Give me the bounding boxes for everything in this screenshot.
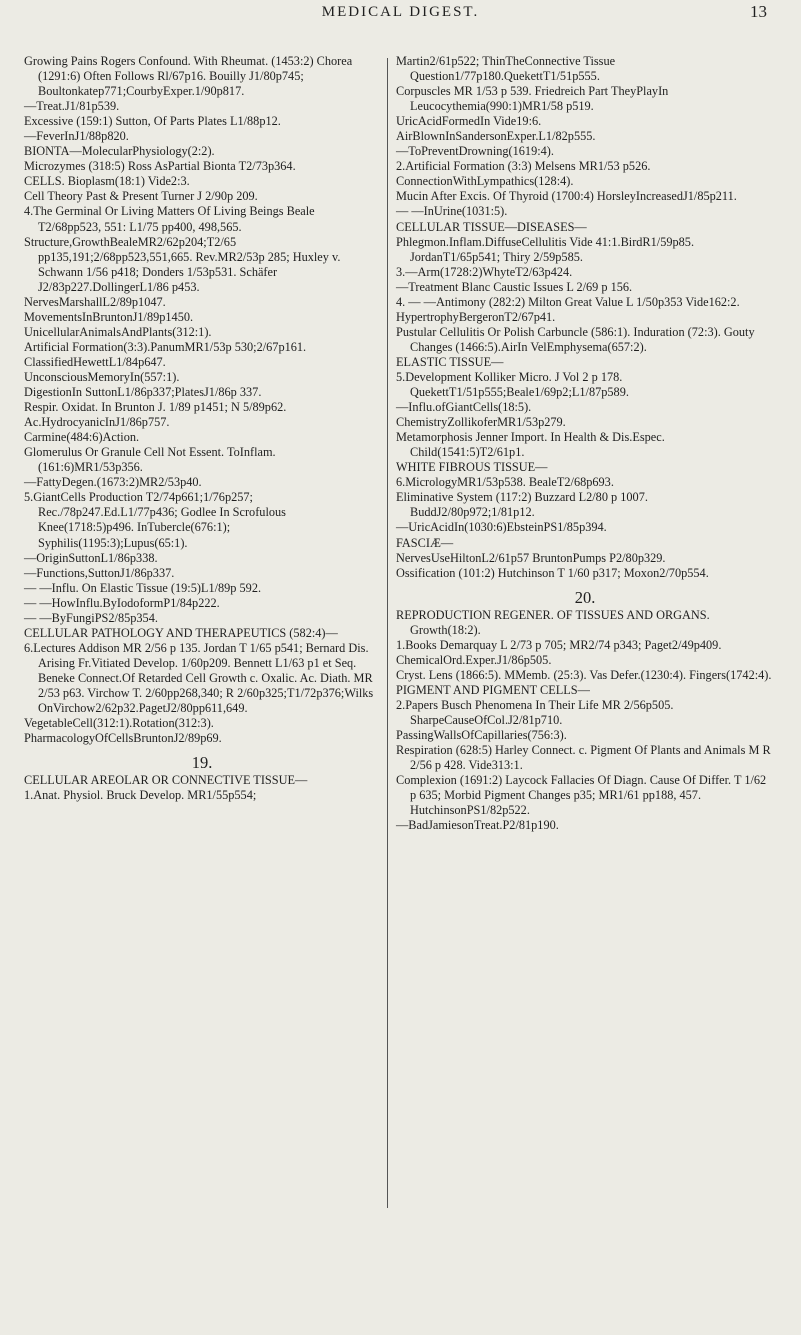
- page-number: 13: [750, 2, 767, 21]
- index-entry: Glomerulus Or Granule Cell Not Essent. ToInflam.(161:6)MR1/53p356.: [24, 445, 276, 475]
- index-entry: 5.Development Kolliker Micro. J Vol 2 p 178. QuekettT1/51p555;Beale1/69p2;L1/87p589.: [396, 369, 629, 400]
- index-entry: —Treat.J1/81p539.: [24, 99, 120, 114]
- index-entry: Ossification (101:2) Hutchinson T 1/60 p317; Moxon2/70p554.: [396, 565, 709, 580]
- index-entry: HypertrophyBergeronT2/67p41.: [396, 309, 556, 324]
- index-entry: Eliminative System (117:2) Buzzard L2/80 p 1007. BuddJ2/80p972;1/81p12.: [396, 490, 648, 520]
- index-entry: CELLULAR TISSUE—DISEASES—: [396, 219, 587, 234]
- index-entry: AirBlownInSandersonExper.L1/82p555.: [396, 129, 596, 144]
- index-entry: 1.Anat. Physiol. Bruck Develop. MR1/55p554;: [24, 788, 257, 803]
- index-entry: PharmacologyOfCellsBruntonJ2/89p69.: [24, 731, 222, 746]
- index-entry: 1.Books Demarquay L 2/73 p 705; MR2/74 p343; Paget2/49p409.: [396, 637, 722, 652]
- index-entry: Cryst. Lens (1866:5). MMemb. (25:3). Vas Defer.(1230:4). Fingers(1742:4).: [396, 667, 772, 682]
- index-entry: Respir. Oxidat. In Brunton J. 1/89 p1451; N 5/89p62.: [24, 400, 287, 415]
- index-entry: WHITE FIBROUS TISSUE—: [396, 460, 548, 475]
- index-entry: PassingWallsOfCapillaries(756:3).: [396, 728, 567, 743]
- index-entry: Corpuscles MR 1/53 p 539. Friedreich Part TheyPlayIn Leucocythemia(990:1)MR1/58 p519.: [396, 84, 669, 114]
- index-entry: Pustular Cellulitis Or Polish Carbuncle (586:1). Induration (72:3). Gouty Changes (1466:5).AirIn VelEmphysema(657:2).: [396, 324, 755, 354]
- index-entry: ConnectionWithLympathics(128:4).: [396, 174, 574, 189]
- section-title-19: CELLULAR AREOLAR OR CONNECTIVE TISSUE—: [24, 773, 308, 788]
- index-entry: UricAcidFormedIn Vide19:6.: [396, 114, 542, 129]
- index-entry: 4. — —Antimony (282:2) Milton Great Value L 1/50p353 Vide162:2.: [396, 294, 740, 309]
- index-entry: Complexion (1691:2) Laycock Fallacies Of Diagn. Cause Of Differ. T 1/62 p 635; Morbid Pigment Changes p35; MR1/61 pp188, 457. HutchinsonPS1/82p522.: [396, 773, 767, 818]
- index-entry: Phlegmon.Inflam.DiffuseCellulitis Vide 41:1.BirdR1/59p85. JordanT1/65p541; Thiry 2/59p585.: [396, 234, 695, 264]
- index-entry: UnicellularAnimalsAndPlants(312:1).: [24, 324, 212, 339]
- index-entry: Structure,GrowthBealeMR2/62p204;T2/65 pp135,191;2/68pp523,551,665. Rev.MR2/53p 285; Huxley v. Schwann 1/56 p418; Donders 1/53p531. Schäfer J2/83p227.DollingerL1/86 p453.: [24, 234, 341, 294]
- index-entry: CELLS. Bioplasm(18:1) Vide2:3.: [24, 174, 190, 189]
- index-entry: ChemicalOrd.Exper.J1/86p505.: [396, 652, 552, 667]
- index-entry: PIGMENT AND PIGMENT CELLS—: [396, 682, 590, 697]
- page-header: [0, 0, 801, 40]
- index-entry: Growing Pains Rogers Confound. With Rheumat. (1453:2) Chorea (1291:6) Often Follows Rl/67p16. Bouilly J1/80p745; Boultonkatep771;CourbyExper.1/90p817.: [24, 54, 353, 99]
- index-entry: 2.Artificial Formation (3:3) Melsens MR1/53 p526.: [396, 159, 651, 174]
- index-entry: ELASTIC TISSUE—: [396, 354, 504, 369]
- right-column: [396, 54, 774, 833]
- index-entry: —ToPreventDrowning(1619:4).: [396, 144, 554, 159]
- index-entry: —Influ.ofGiantCells(18:5).: [396, 400, 532, 415]
- index-entry: Mucin After Excis. Of Thyroid (1700:4) HorsleyIncreasedJ1/85p211.: [396, 189, 737, 204]
- index-entry: UnconsciousMemoryIn(557:1).: [24, 369, 180, 384]
- index-entry: Martin2/61p522; ThinTheConnective Tissue Question1/77p180.QuekettT1/51p555.: [396, 54, 616, 84]
- index-entry: —Functions,SuttonJ1/86p337.: [24, 565, 175, 580]
- index-entry: ClassifiedHewettL1/84p647.: [24, 354, 166, 369]
- index-entry: — —HowInflu.ByIodoformP1/84p222.: [24, 595, 220, 610]
- index-entry: 2.Papers Busch Phenomena In Their Life MR 2/56p505. SharpeCauseOfCol.J2/81p710.: [396, 697, 674, 728]
- index-entry: Carmine(484:6)Action.: [24, 430, 140, 445]
- left-entries: [24, 54, 380, 746]
- index-entry: Respiration (628:5) Harley Connect. c. Pigment Of Plants and Animals M R 2/56 p 428. Vide313:1.: [396, 743, 771, 773]
- index-entry: DigestionIn SuttonL1/86p337;PlatesJ1/86p 337.: [24, 385, 262, 400]
- right-entries: [396, 54, 774, 581]
- index-entry: NervesMarshallL2/89p1047.: [24, 294, 166, 309]
- index-entry: Metamorphosis Jenner Import. In Health & Dis.Espec. Child(1541:5)T2/61p1.: [396, 430, 665, 460]
- index-entry: Artificial Formation(3:3).PanumMR1/53p 530;2/67p161.: [24, 339, 307, 354]
- index-entry: CELLULAR PATHOLOGY AND THERAPEUTICS (582:4)—: [24, 625, 338, 640]
- index-entry: —OriginSuttonL1/86p338.: [24, 550, 158, 565]
- section-number-19: 19.: [191, 753, 213, 773]
- index-entry: —UricAcidIn(1030:6)EbsteinPS1/85p394.: [396, 520, 607, 535]
- index-entry: 6.Lectures Addison MR 2/56 p 135. Jordan T 1/65 p541; Bernard Dis. Arising Fr.Vitiated Develop. 1/60p209. Bennett L1/63 p1 et Seq. Beneke Connect.Of Retarded Cell Growth c. Oxalic. Ac. Diath. MR 2/53 p63. Virchow T. 2/60pp268,340; R 2/60p325;T1/72p376;Wilks OnVirchow2/62p32.PagetJ2/80pp611,649.: [24, 640, 374, 716]
- index-entry: Cell Theory Past & Present Turner J 2/90p 209.: [24, 189, 258, 204]
- index-entry: ChemistryZollikoferMR1/53p279.: [396, 415, 566, 430]
- index-entry: Ac.HydrocyanicInJ1/86p757.: [24, 415, 170, 430]
- index-entry: —FattyDegen.(1673:2)MR2/53p40.: [24, 475, 202, 490]
- index-entry: — —InUrine(1031:5).: [396, 204, 508, 219]
- index-entry: 3.—Arm(1728:2)WhyteT2/63p424.: [396, 264, 573, 279]
- index-entry: MovementsInBruntonJ1/89p1450.: [24, 309, 194, 324]
- section-title-20: REPRODUCTION REGENER. OF TISSUES AND ORGANS. Growth(18:2).: [396, 607, 710, 637]
- index-entry: VegetableCell(312:1).Rotation(312:3).: [24, 716, 214, 731]
- index-entry: — —ByFungiPS2/85p354.: [24, 610, 158, 625]
- index-entry: 4.The Germinal Or Living Matters Of Living Beings Beale T2/68pp523, 551: L1/75 pp400, 498,565.: [24, 204, 315, 234]
- index-entry: 5.GiantCells Production T2/74p661;1/76p257; Rec./78p247.Ed.L1/77p436; Godlee In Scrofulous Knee(1718:5)p496. InTubercle(676:1); Syphilis(1195:3);Lupus(65:1).: [24, 490, 286, 550]
- section-number-20: 20.: [574, 587, 596, 607]
- index-entry: — —Influ. On Elastic Tissue (19:5)L1/89p 592.: [24, 580, 262, 595]
- index-entry: 6.MicrologyMR1/53p538. BealeT2/68p693.: [396, 475, 614, 490]
- index-entry: Excessive (159:1) Sutton, Of Parts Plates L1/88p12.: [24, 114, 281, 129]
- index-entry: —FeverInJ1/88p820.: [24, 129, 129, 144]
- index-entry: NervesUseHiltonL2/61p57 BruntonPumps P2/80p329.: [396, 550, 666, 565]
- index-entry: FASCIÆ—: [396, 535, 454, 550]
- right-entries-after-20: [396, 638, 774, 834]
- index-entry: BIONTA—MolecularPhysiology(2:2).: [24, 144, 215, 159]
- index-entry: —BadJamiesonTreat.P2/81p190.: [396, 818, 559, 833]
- left-column: [24, 54, 380, 803]
- column-divider: [387, 58, 388, 1208]
- running-title: MEDICAL DIGEST.: [321, 4, 480, 20]
- index-entry: —Treatment Blanc Caustic Issues L 2/69 p 156.: [396, 279, 633, 294]
- index-entry: Microzymes (318:5) Ross AsPartial Bionta T2/73p364.: [24, 159, 296, 174]
